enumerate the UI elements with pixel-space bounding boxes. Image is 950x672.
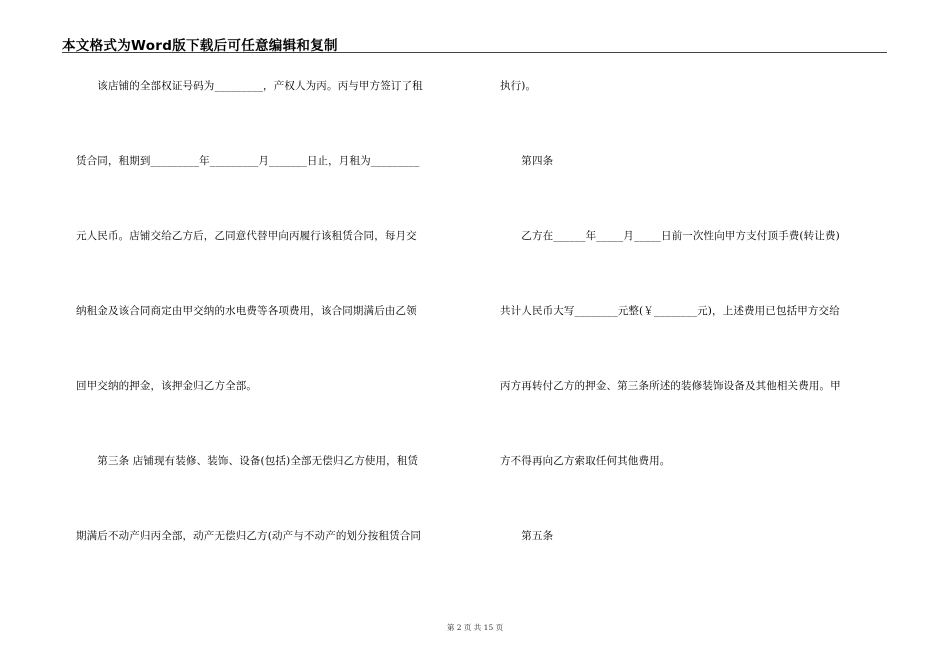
left-line-4: 纳租金及该合同商定由甲交纳的水电费等各项费用，该合同期满后由乙领 xyxy=(76,305,417,317)
document-header-title: 本文格式为Word版下载后可任意编辑和复制 xyxy=(62,38,338,54)
left-line-6: 第三条 店铺现有装修、装饰、设备(包括)全部无偿归乙方使用，租赁 xyxy=(76,455,419,467)
right-line-6: 方不得再向乙方索取任何其他费用。 xyxy=(500,455,671,467)
left-line-1: 该店铺的全部权证号码为_________，产权人为丙。丙与甲方签订了租 xyxy=(76,80,423,92)
right-line-3: 乙方在______年_____月_____日前一次性向甲方支付顶手费(转让费) xyxy=(500,230,840,242)
left-line-7: 期满后不动产归丙全部，动产无偿归乙方(动产与不动产的划分按租赁合同 xyxy=(76,530,422,542)
right-line-4: 共计人民币大写________元整(￥________元)，上述费用已包括甲方交给 xyxy=(500,305,840,317)
right-line-7: 第五条 xyxy=(500,530,554,542)
right-line-5: 丙方再转付乙方的押金、第三条所述的装修装饰设备及其他相关费用。甲 xyxy=(500,380,841,392)
page-number-footer: 第 2 页 共 15 页 xyxy=(446,623,504,632)
right-line-1: 执行)。 xyxy=(500,80,537,92)
left-line-3: 元人民币。店铺交给乙方后，乙同意代替甲向丙履行该租赁合同，每月交 xyxy=(76,230,417,242)
left-line-2: 赁合同，租期到_________年_________月_______日止，月租为_________ xyxy=(76,155,420,167)
right-line-2: 第四条 xyxy=(500,155,554,167)
left-line-5: 回甲交纳的押金，该押金归乙方全部。 xyxy=(76,380,258,392)
header-divider xyxy=(62,52,887,53)
